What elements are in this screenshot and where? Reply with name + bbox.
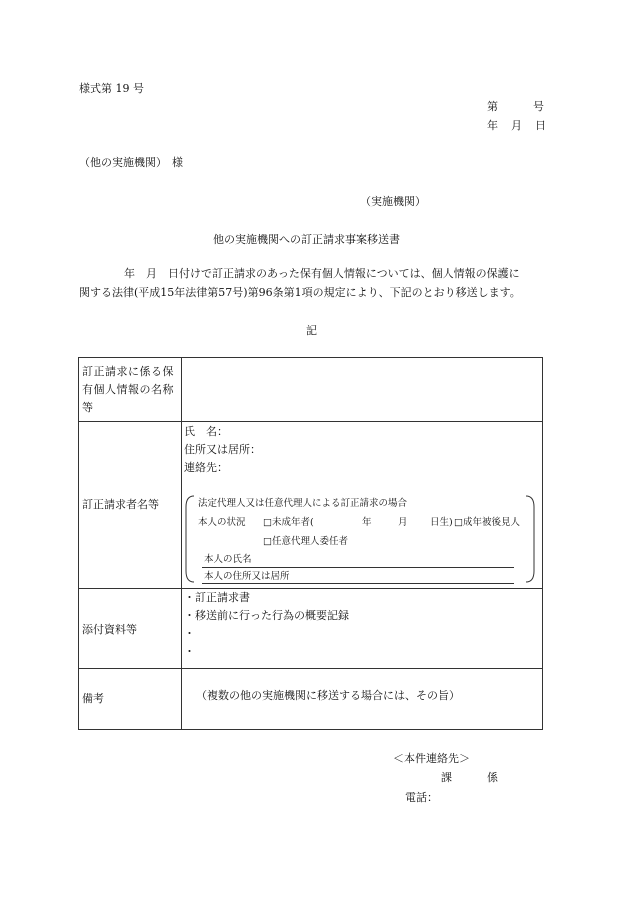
proxy-request-box xyxy=(184,495,536,583)
requester-label: 訂正請求者名等 xyxy=(82,498,159,511)
date-year: 年 xyxy=(487,119,498,132)
contact-heading: ＜本件連絡先＞ xyxy=(393,752,470,765)
proxy-minor-checkbox: □未成年者( xyxy=(263,517,314,528)
sender-agency: （実施機関） xyxy=(360,195,426,208)
proxy-principal-name: 本人の氏名 xyxy=(204,554,252,565)
form-number: 様式第 19 号 xyxy=(79,82,144,95)
proxy-birth-day: 日生) xyxy=(430,517,453,528)
proxy-delegator-checkbox: □任意代理人委任者 xyxy=(263,536,348,547)
addressee-name: （他の実施機関） xyxy=(79,156,167,169)
requester-contact-field: 連絡先： xyxy=(184,461,228,474)
row1-label-line-2: 有個人情報の名称 xyxy=(82,383,174,396)
attachment-item: ・ xyxy=(184,645,195,658)
ref-number-go: 号 xyxy=(533,100,544,113)
attachment-item: ・訂正請求書 xyxy=(184,591,250,604)
attachment-item: ・ xyxy=(184,627,195,640)
ref-number-dai: 第 xyxy=(487,100,498,113)
proxy-address-underline xyxy=(202,583,514,584)
proxy-principal-address: 本人の住所又は居所 xyxy=(204,571,290,582)
table-row-divider xyxy=(79,588,542,589)
attachment-item: ・移送前に行った行為の概要記録 xyxy=(184,609,349,622)
ki-heading: 記 xyxy=(306,324,317,337)
date-day: 日 xyxy=(535,119,546,132)
remarks-note: （複数の他の実施機関に移送する場合には、その旨） xyxy=(196,689,460,702)
addressee-honorific: 様 xyxy=(172,156,183,169)
requester-address-field: 住所又は居所： xyxy=(184,443,261,456)
body-text-line-1: 年 月 日付けで訂正請求のあった保有個人情報については、個人情報の保護に xyxy=(124,267,520,280)
table-row-divider xyxy=(79,421,542,422)
transfer-table xyxy=(78,357,543,730)
attachments-label: 添付資料等 xyxy=(82,623,137,636)
body-text-line-2: 関する法律(平成15年法律第57号)第96条第1項の規定により、下記のとおり移送します。 xyxy=(79,286,521,299)
contact-phone: 電話： xyxy=(405,791,438,804)
table-row-divider xyxy=(79,668,542,669)
document-title: 他の実施機関への訂正請求事案移送書 xyxy=(213,233,400,246)
proxy-status-label: 本人の状況 xyxy=(198,517,246,528)
contact-section: 課 xyxy=(441,771,452,784)
contact-unit: 係 xyxy=(487,771,498,784)
proxy-ward-checkbox: □成年被後見人 xyxy=(454,517,520,528)
date-month: 月 xyxy=(511,119,522,132)
proxy-birth-year: 年 xyxy=(362,517,372,528)
requester-name-field: 氏 名： xyxy=(184,425,228,438)
row1-label-line-3: 等 xyxy=(82,401,93,414)
proxy-name-underline xyxy=(202,567,514,568)
remarks-label: 備考 xyxy=(82,692,104,705)
proxy-birth-month: 月 xyxy=(398,517,408,528)
row1-label-line-1: 訂正請求に係る保 xyxy=(82,365,174,378)
proxy-title: 法定代理人又は任意代理人による訂正請求の場合 xyxy=(198,498,408,509)
table-column-divider xyxy=(181,358,182,729)
